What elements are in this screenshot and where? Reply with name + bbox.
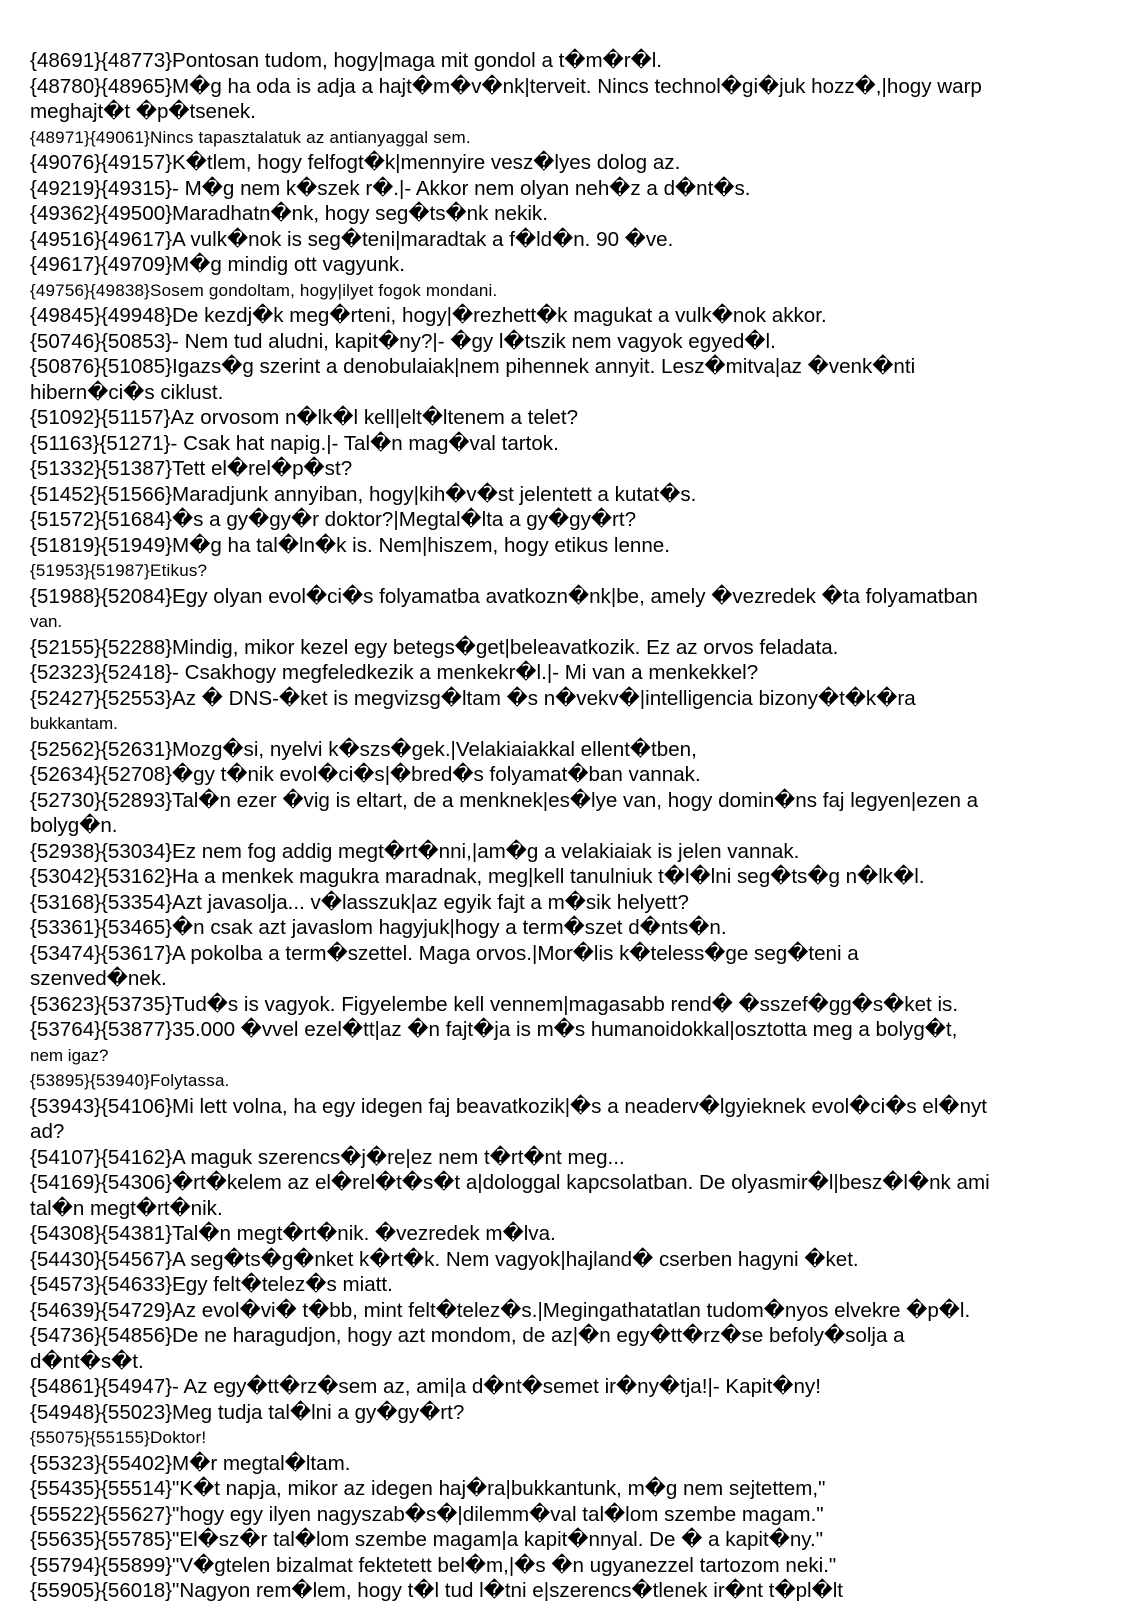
subtitle-line-text: {49219}{49315}- M�g nem k�szek r�.|- Akkor nem olyan neh�z a d�nt�s. — [30, 176, 751, 200]
subtitle-line — [30, 227, 1105, 253]
subtitle-line — [30, 150, 1105, 176]
subtitle-line — [30, 992, 1105, 1018]
subtitle-line — [30, 1017, 1105, 1068]
subtitle-line — [30, 252, 1105, 278]
subtitle-line-text: {54107}{54162}A maguk szerencs�j�re|ez nem t�rt�nt meg... — [30, 1145, 625, 1169]
subtitle-line-text: {52634}{52708}�gy t�nik evol�ci�s|�bred�s folyamat�ban vannak. — [30, 763, 701, 786]
subtitle-line-continuation: bolyg�n. — [30, 814, 118, 837]
subtitle-line-text: {54430}{54567}A seg�ts�g�nket k�rt�k. Nem vagyok|hajland� cserben hagyni �ket. — [30, 1247, 859, 1271]
subtitle-line-text: {53764}{53877}35.000 �vvel ezel�tt|az �n fajt�ja is m�s humanoidokkal|osztotta meg a bolyg�t, — [30, 1018, 958, 1041]
subtitle-line-text: {54308}{54381}Tal�n megt�rt�nik. �vezredek m�lva. — [30, 1222, 556, 1245]
subtitle-line — [30, 1145, 1105, 1171]
subtitle-line — [30, 456, 1105, 482]
subtitle-line-continuation: d�nt�s�t. — [30, 1349, 144, 1373]
subtitle-line-text: {49845}{49948}De kezdj�k meg�rteni, hogy|�rezhett�k magukat a vulk�nok akkor. — [30, 304, 827, 327]
subtitle-line — [30, 915, 1105, 941]
subtitle-line-text: {51163}{51271}- Csak hat napig.|- Tal�n mag�val tartok. — [30, 431, 559, 455]
subtitle-line-text: {49756}{49838}Sosem gondoltam, hogy|ilyet fogok mondani. — [30, 280, 498, 300]
subtitle-document — [30, 48, 1105, 1604]
subtitle-line — [30, 1400, 1105, 1426]
subtitle-line — [30, 1170, 1105, 1221]
subtitle-line-text: {55075}{55155}Doktor! — [30, 1428, 207, 1447]
subtitle-line — [30, 788, 1105, 839]
subtitle-line — [30, 1323, 1105, 1374]
subtitle-line-continuation: nem igaz? — [30, 1045, 109, 1065]
subtitle-line-text: {51452}{51566}Maradjunk annyiban, hogy|kih�v�st jelentett a kutat�s. — [30, 482, 697, 506]
subtitle-line — [30, 762, 1105, 788]
subtitle-line-text: {53474}{53617}A pokolba a term�szettel. Maga orvos.|Mor�lis k�teless�ge seg�teni a — [30, 941, 859, 965]
subtitle-line-text: {48971}{49061}Nincs tapasztalatuk az antianyaggal sem. — [30, 127, 471, 147]
subtitle-line — [30, 1247, 1105, 1273]
subtitle-line-text: {53623}{53735}Tud�s is vagyok. Figyelembe kell vennem|magasabb rend� �sszef�gg�s�ket is. — [30, 992, 959, 1016]
subtitle-line — [30, 737, 1105, 763]
subtitle-line-text: {52938}{53034}Ez nem fog addig megt�rt�nni,|am�g a velakiaiak is jelen vannak. — [30, 839, 800, 863]
subtitle-line-text: {49076}{49157}K�tlem, hogy felfogt�k|mennyire vesz�lyes dolog az. — [30, 151, 681, 174]
subtitle-line-text: {52155}{52288}Mindig, mikor kezel egy betegs�get|beleavatkozik. Ez az orvos feladata. — [30, 635, 839, 659]
subtitle-line-text: {48691}{48773}Pontosan tudom, hogy|maga mit gondol a t�m�r�l. — [30, 49, 663, 72]
subtitle-line-text: {51332}{51387}Tett el�rel�p�st? — [30, 457, 353, 480]
subtitle-line — [30, 1068, 1105, 1094]
subtitle-line — [30, 941, 1105, 992]
subtitle-line-text: {54736}{54856}De ne haragudjon, hogy azt mondom, de az|�n egy�tt�rz�se befoly�solja a — [30, 1324, 905, 1347]
subtitle-line — [30, 660, 1105, 686]
subtitle-line — [30, 278, 1105, 304]
subtitle-line — [30, 1425, 1105, 1451]
subtitle-line-continuation: van. — [30, 612, 63, 631]
subtitle-line — [30, 533, 1105, 559]
subtitle-line-text: {50876}{51085}Igazs�g szerint a denobulaiak|nem pihennek annyit. Lesz�mitva|az �venk�nti — [30, 355, 916, 378]
subtitle-line — [30, 1553, 1105, 1579]
subtitle-line — [30, 1094, 1105, 1145]
subtitle-line-continuation: bukkantam. — [30, 714, 118, 733]
subtitle-line-text: {53943}{54106}Mi lett volna, ha egy idegen faj beavatkozik|�s a neaderv�lgyieknek evol�ci�s el�nyt — [30, 1094, 987, 1118]
subtitle-line — [30, 864, 1105, 890]
subtitle-line-continuation: meghajt�t �p�tsenek. — [30, 100, 256, 123]
subtitle-line-text: {51953}{51987}Etikus? — [30, 561, 208, 580]
subtitle-line-text: {54639}{54729}Az evol�vi� t�bb, mint felt�telez�s.|Megingathatatlan tudom�nyos elvekre �p�l. — [30, 1298, 971, 1322]
subtitle-line — [30, 48, 1105, 74]
subtitle-line-continuation: szenved�nek. — [30, 967, 167, 990]
subtitle-line — [30, 1221, 1105, 1247]
subtitle-line-text: {55635}{55785}"El�sz�r tal�lom szembe magam|a kapit�nnyal. De � a kapit�ny." — [30, 1528, 824, 1551]
subtitle-line — [30, 1502, 1105, 1528]
subtitle-line — [30, 329, 1105, 355]
subtitle-line-text: {52562}{52631}Mozg�si, nyelvi k�szs�gek.|Velakiaiakkal ellent�tben, — [30, 737, 697, 761]
subtitle-line — [30, 125, 1105, 151]
subtitle-line-text: {49516}{49617}A vulk�nok is seg�teni|maradtak a f�ld�n. 90 �ve. — [30, 227, 674, 251]
subtitle-line-text: {55323}{55402}M�r megtal�ltam. — [30, 1451, 351, 1475]
subtitle-line-text: {49617}{49709}M�g mindig ott vagyunk. — [30, 253, 405, 276]
subtitle-line — [30, 507, 1105, 533]
subtitle-line — [30, 584, 1105, 635]
subtitle-line-text: {53361}{53465}�n csak azt javaslom hagyjuk|hogy a term�szet d�nts�n. — [30, 916, 727, 939]
subtitle-line — [30, 201, 1105, 227]
subtitle-line — [30, 176, 1105, 202]
subtitle-line-text: {54573}{54633}Egy felt�telez�s miatt. — [30, 1273, 393, 1296]
subtitle-line-text: {51988}{52084}Egy olyan evol�ci�s folyamatba avatkozn�nk|be, amely �vezredek �ta folyamatban — [30, 584, 978, 608]
subtitle-line-text: {54169}{54306}�rt�kelem az el�rel�t�s�t a|dologgal kapcsolatban. De olyasmir�l|besz�l�nk ami — [30, 1171, 990, 1194]
subtitle-line-text: {54861}{54947}- Az egy�tt�rz�sem az, ami|a d�nt�semet ir�ny�tja!|- Kapit�ny! — [30, 1375, 821, 1398]
subtitle-line-text: {53168}{53354}Azt javasolja... v�lasszuk|az egyik fajt a m�sik helyett? — [30, 890, 689, 914]
subtitle-line-text: {55522}{55627}"hogy egy ilyen nagyszab�s�|dilemm�val tal�lom szembe magam." — [30, 1502, 824, 1526]
subtitle-line — [30, 431, 1105, 457]
subtitle-line — [30, 303, 1105, 329]
subtitle-line — [30, 482, 1105, 508]
subtitle-line — [30, 558, 1105, 584]
subtitle-line-text: {49362}{49500}Maradhatn�nk, hogy seg�ts�nk nekik. — [30, 202, 548, 225]
subtitle-line-text: {48780}{48965}M�g ha oda is adja a hajt�m�v�nk|terveit. Nincs technol�gi�juk hozz�,|hogy warp — [30, 74, 982, 98]
subtitle-line — [30, 405, 1105, 431]
subtitle-line-text: {52427}{52553}Az � DNS-�ket is megvizsg�ltam �s n�vekv�|intelligencia bizony�t�k�ra — [30, 686, 916, 710]
subtitle-line — [30, 1527, 1105, 1553]
subtitle-line-continuation: ad? — [30, 1120, 65, 1143]
subtitle-line — [30, 1272, 1105, 1298]
subtitle-line-text: {51092}{51157}Az orvosom n�lk�l kell|elt�ltenem a telet? — [30, 406, 579, 429]
subtitle-line-text: {52323}{52418}- Csakhogy megfeledkezik a menkekr�l.|- Mi van a menkekkel? — [30, 661, 759, 684]
subtitle-line — [30, 890, 1105, 916]
subtitle-line-text: {55435}{55514}"K�t napja, mikor az idegen haj�ra|bukkantunk, m�g nem sejtettem," — [30, 1477, 826, 1500]
subtitle-line-text: {55905}{56018}"Nagyon rem�lem, hogy t�l tud l�tni e|szerencs�tlenek ir�nt t�pl�lt — [30, 1579, 844, 1602]
subtitle-line-continuation: hibern�ci�s ciklust. — [30, 380, 224, 404]
subtitle-line-text: {51572}{51684}�s a gy�gy�r doktor?|Megtal�lta a gy�gy�rt? — [30, 508, 637, 531]
subtitle-line-text: {53042}{53162}Ha a menkek magukra maradnak, meg|kell tanulniuk t�l�lni seg�ts�g n�lk�l. — [30, 865, 925, 888]
subtitle-line-text: {51819}{51949}M�g ha tal�ln�k is. Nem|hiszem, hogy etikus lenne. — [30, 533, 670, 557]
subtitle-line-text: {54948}{55023}Meg tudja tal�lni a gy�gy�rt? — [30, 1400, 465, 1424]
subtitle-line-continuation: tal�n megt�rt�nik. — [30, 1196, 223, 1220]
subtitle-line-text: {55794}{55899}"V�gtelen bizalmat fektetett bel�m,|�s �n ugyanezzel tartozom neki." — [30, 1553, 837, 1577]
subtitle-line — [30, 1451, 1105, 1477]
subtitle-line — [30, 686, 1105, 737]
subtitle-line — [30, 1298, 1105, 1324]
subtitle-line — [30, 1374, 1105, 1400]
subtitle-line-text: {52730}{52893}Tal�n ezer �vig is eltart, de a menknek|es�lye van, hogy domin�ns faj legyen|ezen a — [30, 788, 979, 812]
subtitle-line — [30, 635, 1105, 661]
subtitle-line — [30, 354, 1105, 405]
subtitle-line-text: {50746}{50853}- Nem tud aludni, kapit�ny?|- �gy l�tszik nem vagyok egyed�l. — [30, 329, 776, 353]
subtitle-line — [30, 74, 1105, 125]
subtitle-line-text: {53895}{53940}Folytassa. — [30, 1071, 230, 1090]
subtitle-line — [30, 1476, 1105, 1502]
subtitle-line — [30, 839, 1105, 865]
